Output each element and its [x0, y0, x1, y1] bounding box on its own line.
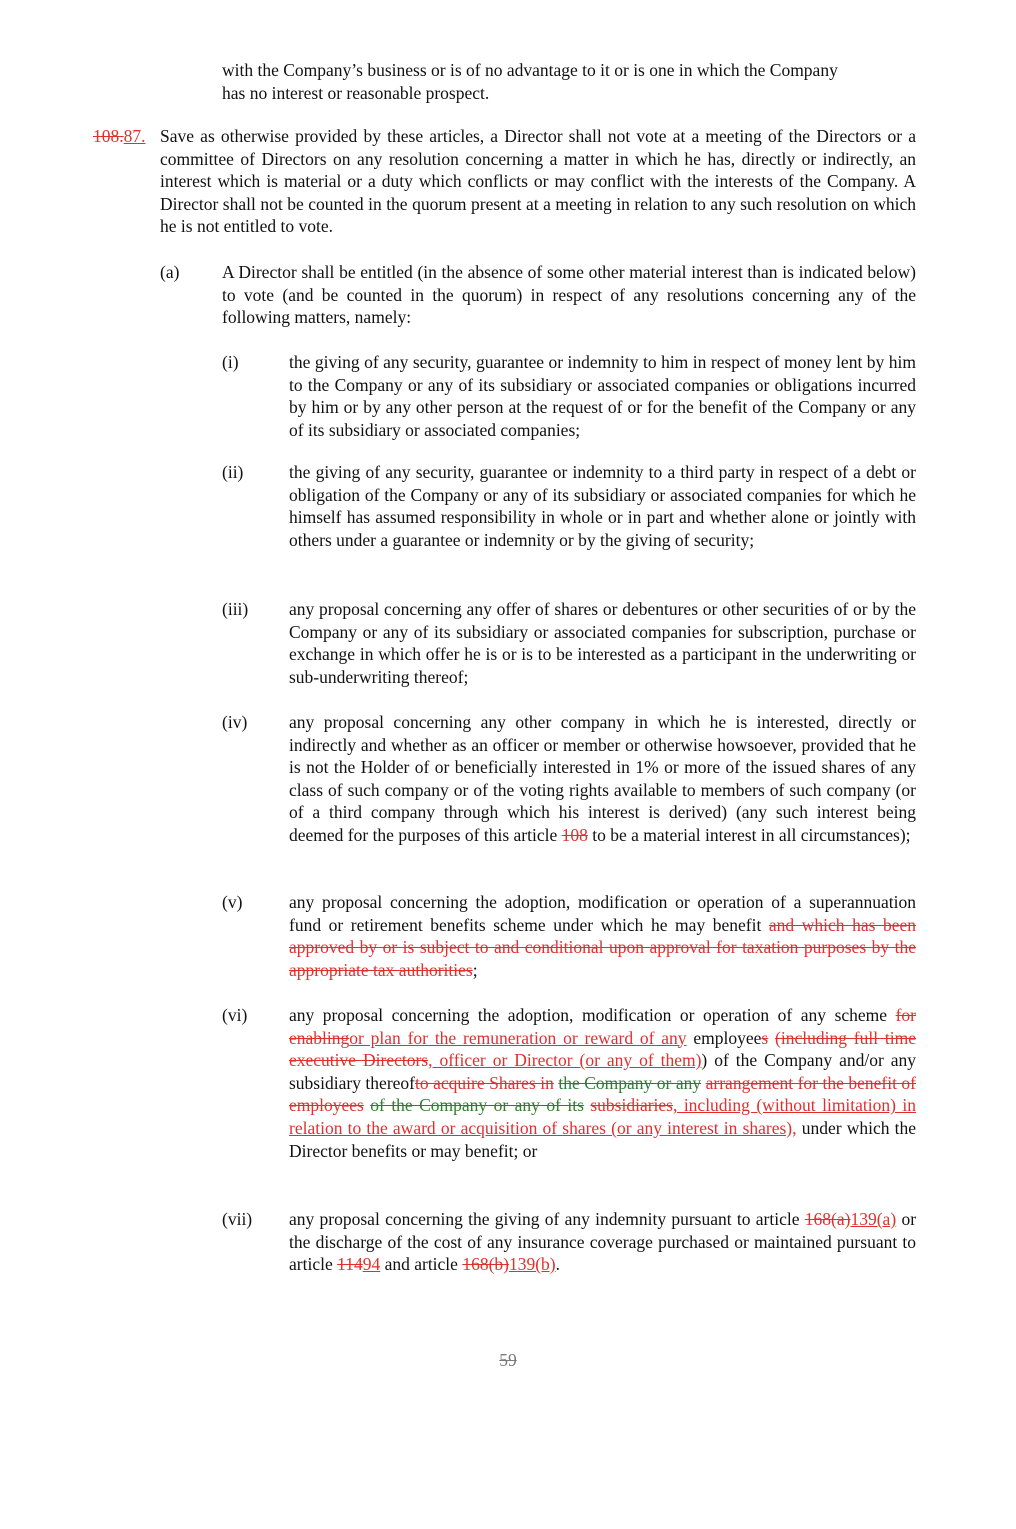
item-iv-text-2: to be a material interest in all circumstances); — [592, 824, 911, 845]
item-iv-label: (iv) — [222, 712, 248, 732]
intro-paragraph — [222, 59, 916, 104]
article-new-number: 87. — [123, 126, 146, 146]
item-vi-label: (vi) — [222, 1005, 248, 1025]
para-a-body — [222, 261, 916, 329]
item-iv-body — [289, 711, 916, 847]
item-iv-text — [289, 711, 916, 847]
item-vi-del-1: for enabling — [289, 1005, 917, 1048]
item-vii-text — [289, 1208, 916, 1276]
item-i-body — [289, 351, 916, 441]
item-vi-del-4: to acquire Shares in — [415, 1072, 554, 1093]
item-v-text-2: ; — [472, 959, 478, 980]
item-v-deleted-clause: and which has been approved by or is subject to and conditional upon approval for taxation purposes by the appropriate tax authorities — [289, 914, 916, 980]
item-vi-del-2: s — [761, 1027, 769, 1048]
page-number-text: 59 — [499, 1350, 517, 1370]
article-number — [93, 125, 146, 148]
item-vi-del-8: subsidiaries — [590, 1095, 673, 1116]
item-vi-del-6: arrangement for the benefit of employees — [289, 1072, 917, 1116]
item-v-body — [289, 891, 916, 981]
item-vii-ins-3: 139(b) — [508, 1254, 556, 1275]
item-vii-del-3: 168(b) — [462, 1254, 509, 1275]
item-i-label: (i) — [222, 352, 239, 372]
item-vii-text-1: any proposal concerning the giving of any indemnity pursuant to article — [289, 1209, 800, 1229]
item-vii-label: (vii) — [222, 1209, 253, 1229]
item-iii-body — [289, 598, 916, 688]
item-i-text: the giving of any security, guarantee or indemnity to him in respect of money lent by him to the Company or any of its subsidiary or associated companies or obligations incurred by him or by any other person at the request of or for the benefit of the Company or any of its subsidiary or associated companies; — [289, 352, 916, 440]
item-vi-body — [289, 1004, 916, 1162]
item-iv-deleted-ref: 108 — [561, 824, 588, 845]
article-body — [160, 125, 916, 238]
item-vii-body — [289, 1208, 916, 1276]
article-text: Save as otherwise provided by these articles, a Director shall not vote at a meeting of the Directors or a committee of Directors on any resolution concerning a matter in which he has, directly or indirectly, an interest which is material or a duty which conflicts or may conflict with the interests of the Company. A Director shall not be counted in the quorum present at a meeting in relation to any such resolution on which he is not entitled to vote. — [160, 126, 916, 237]
item-v-label: (v) — [222, 892, 243, 912]
item-vi-ins-3: , including (without limitation) in relation to the award or acquisition of shares (or any interest in shares), — [289, 1095, 917, 1138]
item-vi-text-2: employee — [693, 1027, 762, 1048]
item-v-text — [289, 891, 916, 981]
intro-line-1: with the Company’s business or is of no advantage to it or is one in which the Company — [222, 60, 838, 80]
item-vii-text-2: or the discharge of the cost of any insurance coverage purchased or maintained pursuant to article — [289, 1209, 917, 1275]
item-vii-ins-1: 139(a) — [850, 1209, 897, 1229]
para-a-text: A Director shall be entitled (in the absence of some other material interest than is indicated below) to vote (and be counted in the quorum) in respect of any resolutions concerning any of the following matters, namely: — [222, 262, 916, 328]
item-iii-text: any proposal concerning any offer of shares or debentures or other securities of or by the Company or any of its subsidiary or associated companies for subscription, purchase or exchange in which offer he is or is to be interested as a participant in the underwriting or sub-underwriting thereof; — [289, 599, 916, 687]
item-v-text-1: any proposal concerning the adoption, modification or operation of a superannuation fund or retirement benefits scheme under which he may benefit — [289, 892, 916, 935]
item-vi-del-5: the Company or any — [558, 1072, 702, 1093]
item-vii-del-2: 114 — [337, 1254, 363, 1275]
item-ii-body — [289, 461, 916, 551]
item-vi-text-3: ) of the Company and/or any subsidiary thereof — [289, 1050, 916, 1093]
item-vi-text — [289, 1004, 916, 1162]
item-vii-ins-2: 94 — [362, 1254, 381, 1275]
article-old-number: 108. — [93, 126, 124, 146]
item-ii-text: the giving of any security, guarantee or indemnity to a third party in respect of a debt or obligation of the Company or any of its subsidiary or associated companies for which he himself has assumed responsibility in whole or in part and whether alone or jointly with others under a guarantee or indemnity or by the giving of security; — [289, 462, 916, 550]
item-iii-label: (iii) — [222, 599, 249, 619]
item-vi-ins-1: or plan for the remuneration or reward of any — [349, 1027, 687, 1048]
para-a-label: (a) — [160, 262, 180, 282]
item-ii-label: (ii) — [222, 462, 244, 482]
item-vi-text-1: any proposal concerning the adoption, modification or operation of any scheme — [289, 1005, 888, 1025]
item-vi-del-3: (including full time executive Directors — [289, 1027, 916, 1071]
item-vi-del-7: of the Company or any of its — [370, 1095, 584, 1116]
item-vii-text-4: . — [555, 1254, 560, 1275]
item-vii-text-3: and article — [384, 1254, 458, 1275]
item-vi-text-4: under which the Director benefits or may benefit; or — [289, 1117, 916, 1161]
item-vi-ins-2: , officer or Director (or any of them) — [428, 1050, 702, 1071]
item-vii-del-1: 168(a) — [804, 1209, 851, 1229]
page-number — [0, 1350, 1016, 1371]
item-iv-text-1: any proposal concerning any other company in which he is interested, directly or indirectly and whether as an officer or member or otherwise howsoever, provided that he is not the Holder of or beneficially interested in 1% or more of the issued shares of any class of such company or of the voting rights available to members of such company (or of a third company through which his interest is derived) (any such interest being deemed for the purposes of this article — [289, 712, 916, 845]
intro-line-2: has no interest or reasonable prospect. — [222, 82, 490, 103]
